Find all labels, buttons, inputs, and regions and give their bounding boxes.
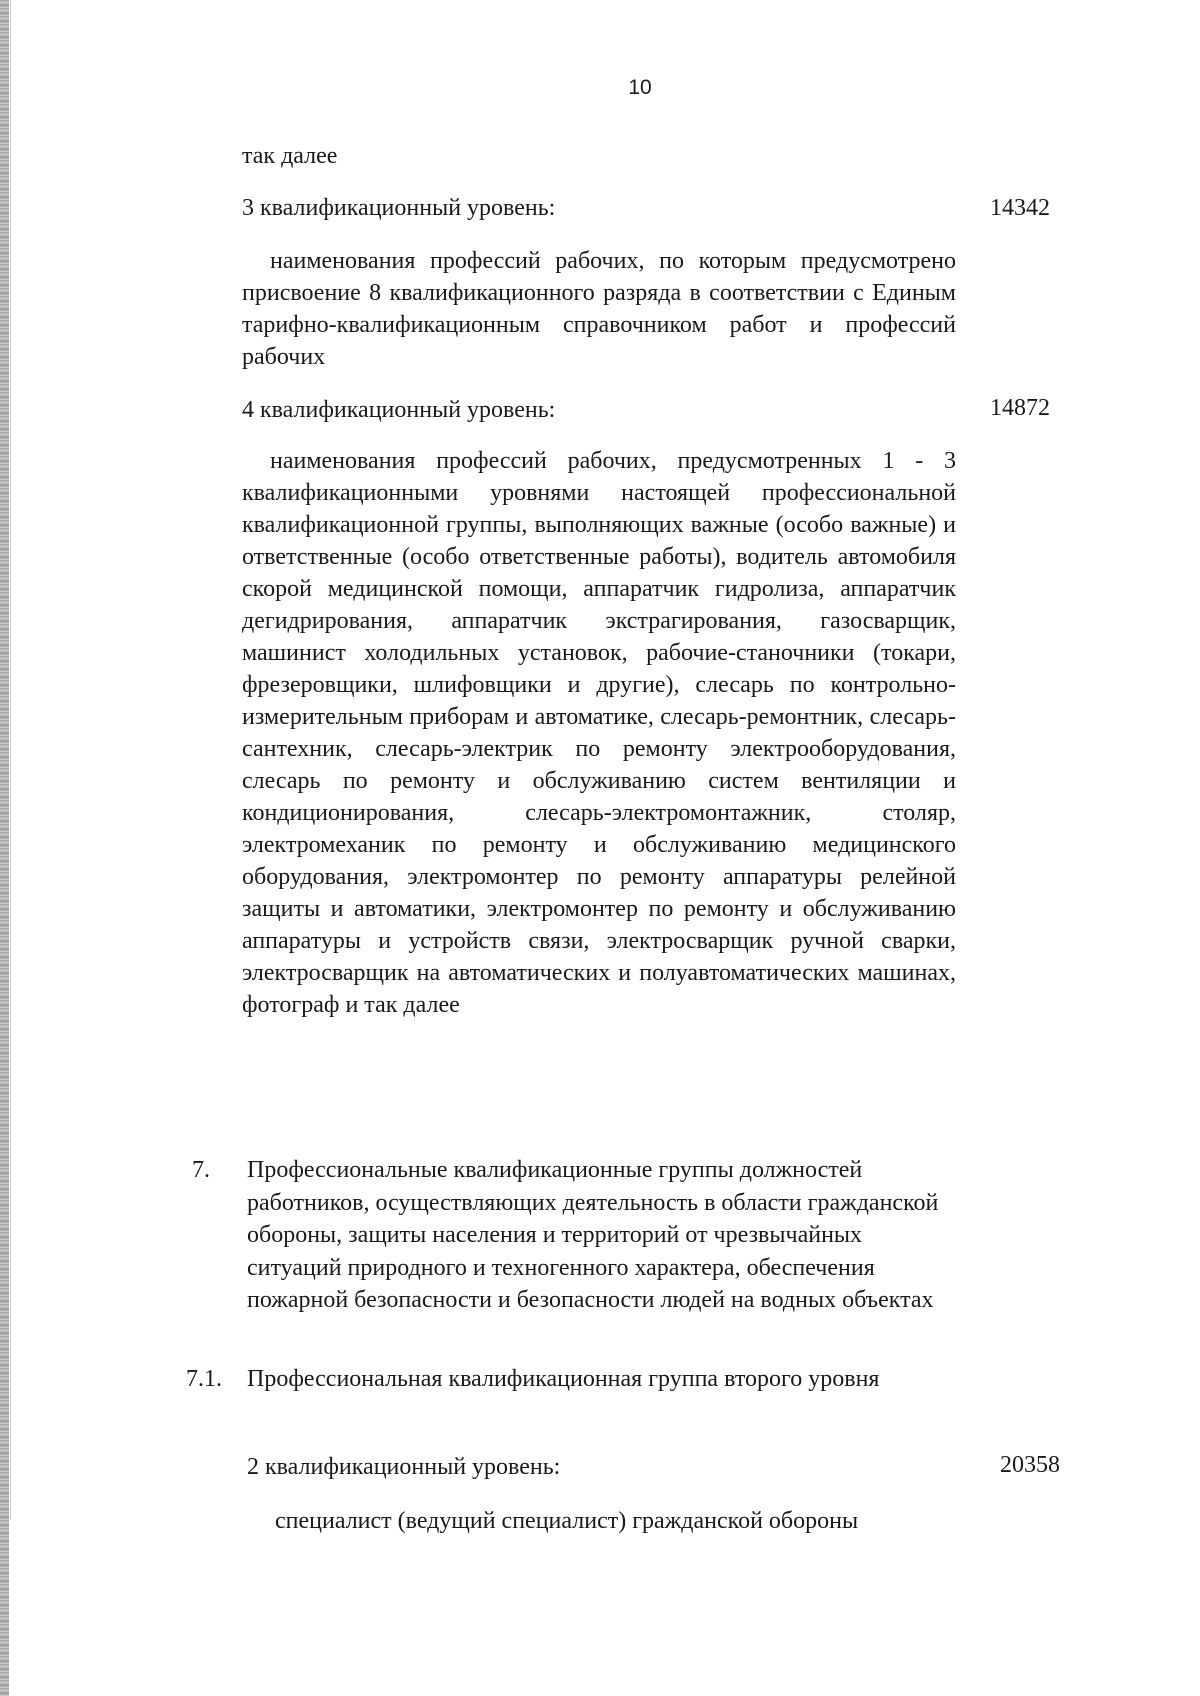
level4-label: 4 квалификационный уровень: <box>242 397 556 423</box>
level3-description: наименования профессий рабочих, по которым предусмотрено присвоение 8 квалификационного разряда в соответствии с Единым тарифно-квалификационным справочником работ и профессий рабочих <box>242 248 956 370</box>
continuation-text: так далее <box>242 143 338 169</box>
scan-edge-shadow <box>0 0 9 1696</box>
section-7-1-title: Профессиональная квалификационная группа второго уровня <box>247 1366 880 1392</box>
scan-edge-line <box>10 0 11 1520</box>
level3-label: 3 квалификационный уровень: <box>242 195 556 221</box>
section-7-number: 7. <box>192 1157 210 1183</box>
level3-value: 14342 <box>990 195 1050 221</box>
level4-value: 14872 <box>990 395 1050 421</box>
level2-value: 20358 <box>1000 1452 1060 1478</box>
page-number: 10 <box>628 76 652 99</box>
section-7-title: Профессиональные квалификационные группы должностей работников, осуществляющих деятельность в области гражданской обороны, защиты населения и территорий от чрезвычайных ситуаций природного и техногенного характера, обеспечения пожарной безопасности и безопасности людей на водных объектах <box>247 1157 939 1313</box>
level2-description: специалист (ведущий специалист) гражданской обороны <box>275 1508 859 1534</box>
level4-description: наименования профессий рабочих, предусмотренных 1 - 3 квалификационными уровнями настоящей профессиональной квалификационной группы, выполняющих важные (особо важные) и ответственные (особо ответственные работы), водитель автомобиля скорой медицинской помощи, аппаратчик гидролиза, аппаратчик дегидрирования, аппаратчик экстрагирования, газосварщик, машинист холодильных установок, рабочие-станочники (токари, фрезеровщики, шлифовщики и другие), слесарь по контрольно-измерительным приборам и автоматике, слесарь-ремонтник, слесарь-сантехник, слесарь-электрик по ремонту электрооборудования, слесарь по ремонту и обслуживанию систем вентиляции и кондиционирования, слесарь-электромонтажник, столяр, электромеханик по ремонту и обслуживанию медицинского оборудования, электромонтер по ремонту аппаратуры релейной защиты и автоматики, электромонтер по ремонту и обслуживанию аппаратуры и устройств связи, электросварщик ручной сварки, электросварщик на автоматических и полуавтоматических машинах, фотограф и так далее <box>242 448 956 1018</box>
level2-label: 2 квалификационный уровень: <box>247 1454 561 1480</box>
section-7-1-number: 7.1. <box>186 1366 222 1392</box>
